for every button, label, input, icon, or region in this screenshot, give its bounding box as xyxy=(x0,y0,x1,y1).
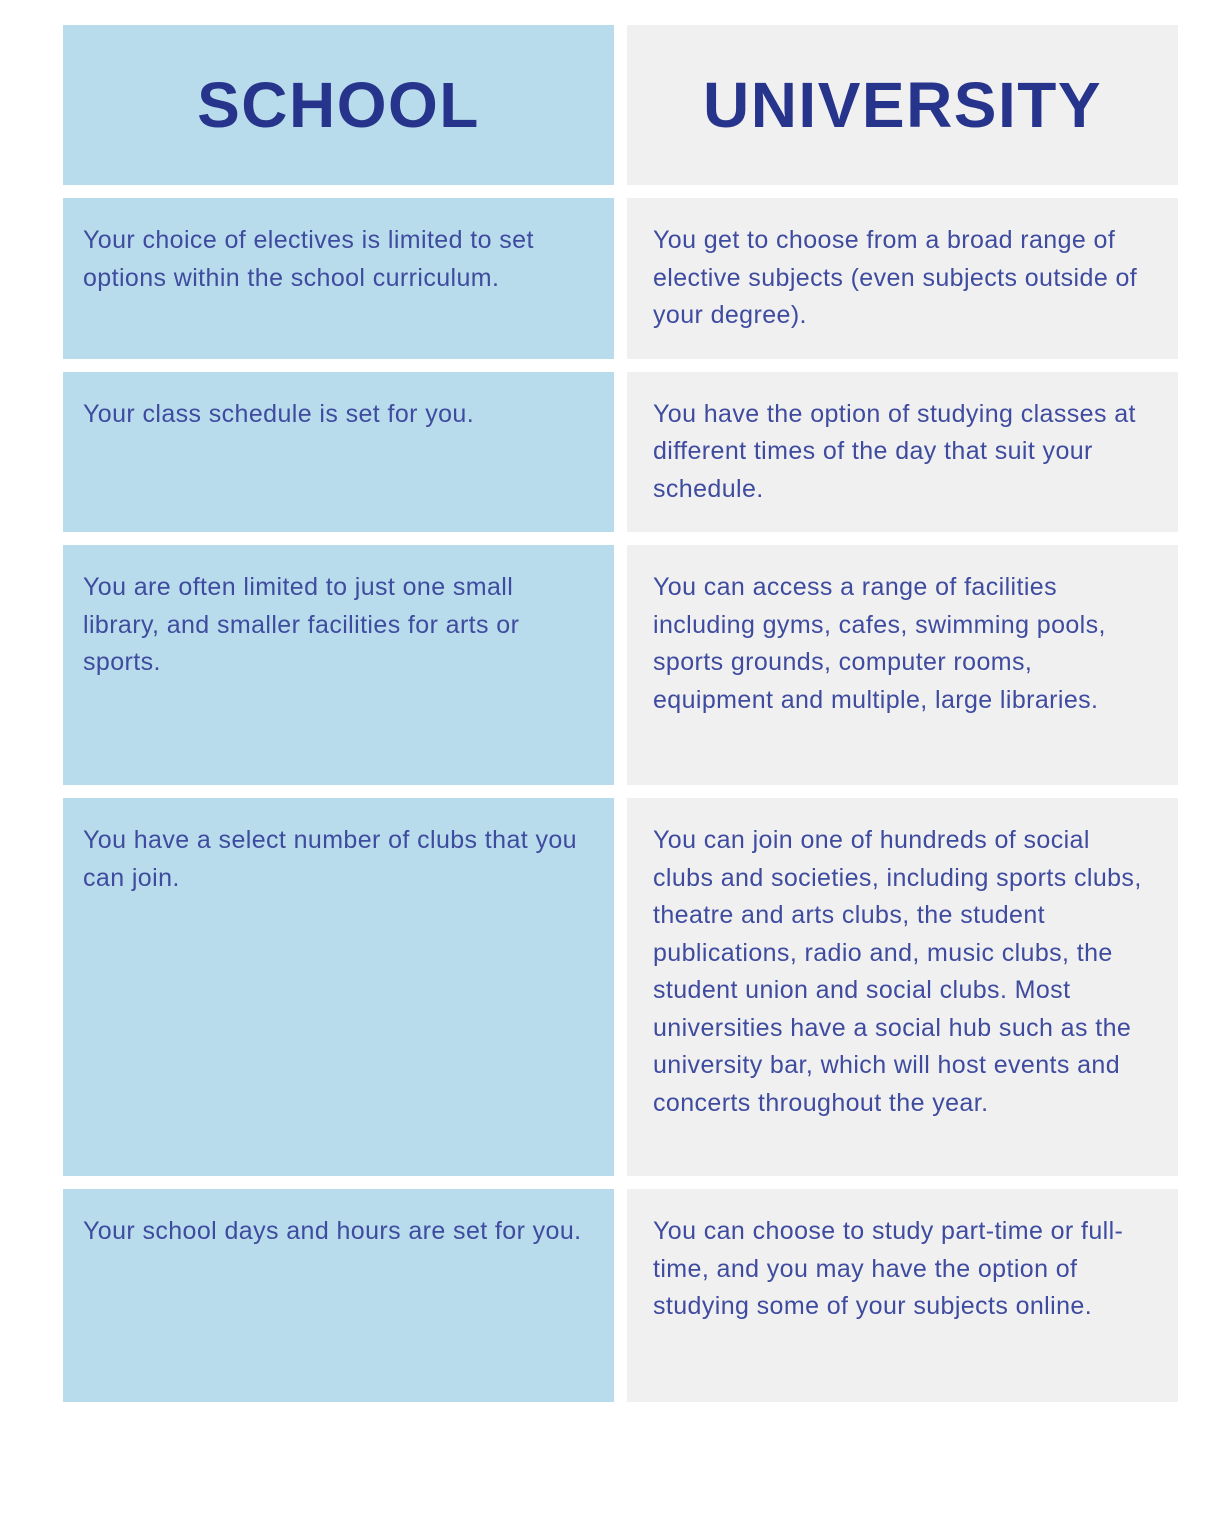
university-column-header: UNIVERSITY xyxy=(627,25,1178,185)
school-cell-clubs: You have a select number of clubs that you can join. xyxy=(63,798,614,1176)
school-cell-electives: Your choice of electives is limited to set options within the school curriculum. xyxy=(63,198,614,359)
school-cell-hours: Your school days and hours are set for you. xyxy=(63,1189,614,1402)
school-cell-facilities: You are often limited to just one small library, and smaller facilities for arts or sports. xyxy=(63,545,614,785)
university-cell-clubs: You can join one of hundreds of social clubs and societies, including sports clubs, theatre and arts clubs, the student publications, radio and, music clubs, the student union and social clubs. Most universities have a social hub such as the university bar, which will host events and concerts throughout the year. xyxy=(627,798,1178,1176)
school-cell-schedule: Your class schedule is set for you. xyxy=(63,372,614,533)
university-cell-hours: You can choose to study part-time or full-time, and you may have the option of studying some of your subjects online. xyxy=(627,1189,1178,1402)
school-column-header: SCHOOL xyxy=(63,25,614,185)
comparison-table xyxy=(63,25,1178,1402)
university-cell-facilities: You can access a range of facilities including gyms, cafes, swimming pools, sports grounds, computer rooms, equipment and multiple, large libraries. xyxy=(627,545,1178,785)
university-cell-schedule: You have the option of studying classes at different times of the day that suit your schedule. xyxy=(627,372,1178,533)
university-cell-electives: You get to choose from a broad range of elective subjects (even subjects outside of your degree). xyxy=(627,198,1178,359)
